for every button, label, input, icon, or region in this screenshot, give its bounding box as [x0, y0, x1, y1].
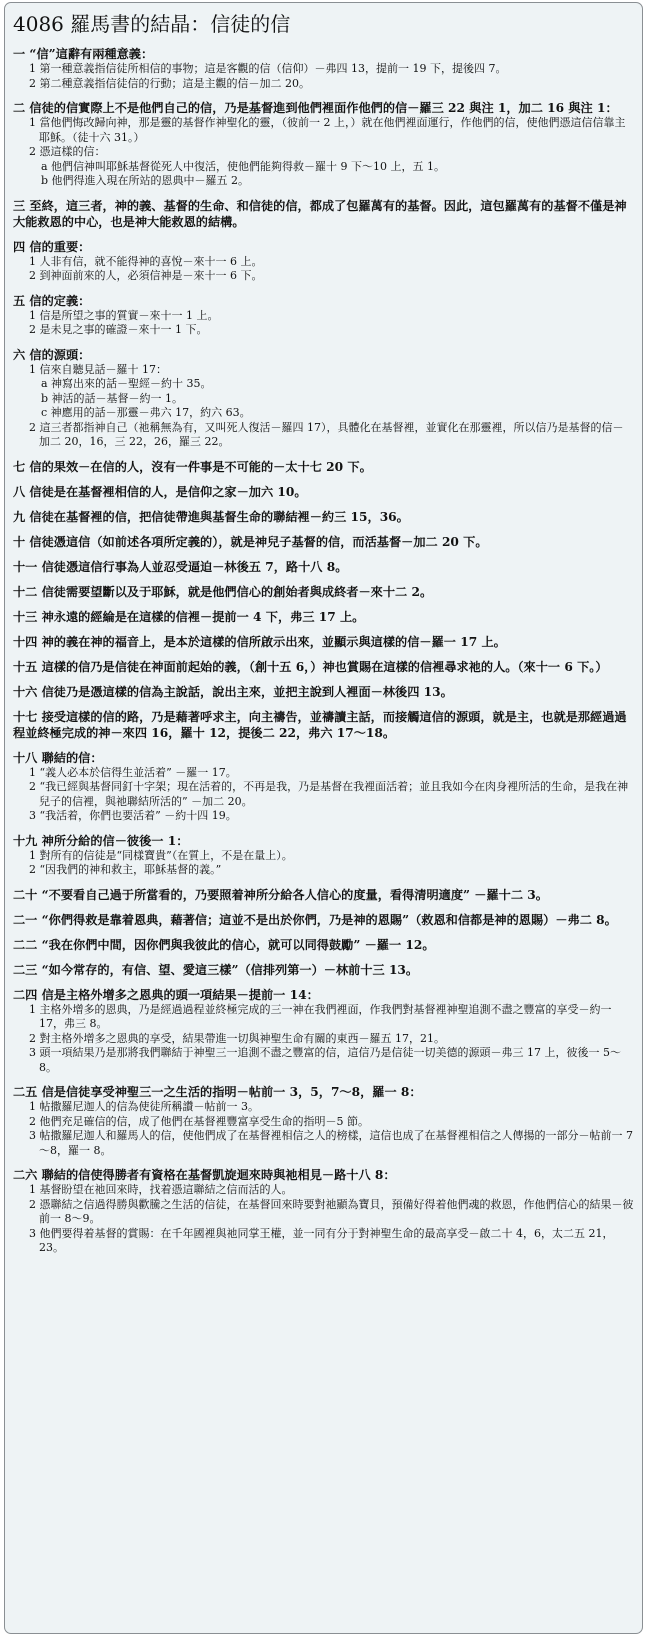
- section-heading: 十六 信徒乃是憑這樣的信為主說話，說出主來，並把主說到人裡面－林後四 13。: [13, 684, 453, 699]
- outline-section: [13, 634, 634, 650]
- point: 2 憑這樣的信：: [29, 145, 106, 158]
- point: 3 頭一項結果乃是那將我們聯結于神聖三一追測不盡之豐富的信，這信乃是信徒一切美德的源頭－弗三 17 上，彼後一 5～8。: [29, 1046, 621, 1074]
- point: 2 憑聯結之信過得勝與歡騰之生活的信徒，在基督回來時要對祂顯為寶貝，預備好得着他們魂的救恩，作他們信心的結果－彼前一 8～9。: [29, 1197, 634, 1225]
- outline-section: [13, 293, 634, 338]
- section-heading: 十二 信徒需要望斷以及于耶穌，就是他們信心的創始者與成終者－來十二 2。: [13, 584, 433, 599]
- outline-section: [13, 709, 634, 741]
- outline-section: [13, 833, 634, 878]
- section-heading: 二一 “你們得救是靠着恩典，藉著信；這並不是出於你們，乃是神的恩賜”（救恩和信都是神的恩賜）－弗二 8。: [13, 912, 617, 927]
- outline-section: [13, 584, 634, 600]
- section-heading: 八 信徒是在基督裡相信的人，是信仰之家－加六 10。: [13, 484, 307, 499]
- outline-section: [13, 609, 634, 625]
- section-heading: 三 至終，這三者，神的義、基督的生命、和信徒的信，都成了包羅萬有的基督。因此，這包羅萬有的基督不僅是神大能救恩的中心，也是神大能救恩的結構。: [13, 198, 627, 229]
- point: 2 是未見之事的確證－來十一 1 下。: [29, 323, 208, 336]
- section-heading: 二 信徒的信實際上不是他們自己的信，乃是基督進到他們裡面作他們的信－羅三 22 與注 1，加二 16 與注 1：: [13, 101, 618, 115]
- section-heading: 五 信的定義：: [13, 293, 91, 308]
- sub-point: a 他們信神叫耶穌基督從死人中復活，使他們能夠得救－羅十 9 下～10 上，五 1。: [41, 159, 446, 173]
- section-heading: 四 信的重要：: [13, 239, 91, 254]
- section-heading: 十九 神所分給的信－彼後一 1：: [13, 833, 189, 848]
- point: 3 “我活着，你們也要活着” －約十四 19。: [29, 809, 237, 822]
- outline-section: [13, 459, 634, 475]
- outline-section: [13, 347, 634, 450]
- point: 2 對主格外增多之恩典的享受，結果帶進一切與神聖生命有關的東西－羅五 17，21。: [29, 1031, 445, 1045]
- section-heading: 十三 神永遠的經綸是在這樣的信裡－提前一 4 下，弗三 17 上。: [13, 609, 365, 624]
- outline-section: [13, 912, 634, 928]
- point: 1 帖撒羅尼迦人的信為使徒所稱讚－帖前一 3。: [29, 1100, 259, 1113]
- section-heading: 十八 聯結的信：: [13, 750, 103, 765]
- sub-point: c 神應用的話－那靈－弗六 17，約六 63。: [41, 406, 251, 419]
- point: 2 “我已經與基督同釘十字架；現在活着的，不再是我，乃是基督在我裡面活着；並且我如今在肉身裡所活的生命，是我在神兒子的信裡，與祂聯結所活的” －加二 20。: [29, 780, 629, 808]
- point: 1 當他們悔改歸向神，那是靈的基督作神聖化的靈，（彼前一 2 上，）就在他們裡面運行，作他們的信，使他們憑這信信靠主耶穌。（徒十六 31。）: [29, 116, 626, 144]
- point: 2 到神面前來的人，必須信神是－來十一 6 下。: [29, 269, 263, 282]
- section-heading: 二六 聯結的信使得勝者有資格在基督凱旋迴來時與祂相見－路十八 8：: [13, 1168, 396, 1182]
- section-heading: 一 “信”這辭有兩種意義：: [13, 47, 154, 61]
- point: 2 這三者都指神自己（祂稱無為有，又叫死人復活－羅四 17），具體化在基督裡，並實化在那靈裡，所以信乃是基督的信－加二 20，16，三 22，26，羅三 22。: [29, 420, 624, 448]
- section-heading: 二十 “不要看自己過于所當看的，乃要照着神所分給各人信心的度量，看得清明適度” －羅十二 3。: [13, 887, 548, 902]
- outline-section: [13, 887, 634, 903]
- section-heading: 九 信徒在基督裡的信，把信徒帶進與基督生命的聯結裡－約三 15，36。: [13, 509, 409, 524]
- page-title: 4086 羅馬書的結晶：信徒的信: [13, 12, 291, 36]
- outline-body: [5, 46, 642, 1256]
- outline-section: [13, 1167, 634, 1256]
- section-heading: 二四 信是主格外增多之恩典的頭一項結果－提前一 14：: [13, 987, 319, 1002]
- point: 1 “義人必本於信得生並活着” －羅一 17。: [29, 765, 237, 779]
- point: 1 主格外增多的恩典，乃是經過過程並終極完成的三一神在我們裡面，作我們對基督裡神聖追測不盡之豐富的享受－約一 17，弗三 8。: [29, 1002, 612, 1030]
- outline-section: [13, 684, 634, 700]
- outline-section: [13, 484, 634, 500]
- section-heading: 二二 “我在你們中間，因你們與我彼此的信心，就可以同得鼓勵” －羅一 12。: [13, 937, 435, 952]
- section-heading: 二五 信是信徒享受神聖三一之生活的指明－帖前一 3，5，7～8，羅一 8：: [13, 1085, 422, 1099]
- point: 1 基督盼望在祂回來時，找着憑這聯結之信而活的人。: [29, 1183, 293, 1196]
- point: 2 第二種意義指信徒信的行動；這是主觀的信－加二 20。: [29, 76, 310, 90]
- point: 1 對所有的信徒是“同樣寶貴”（在質上，不是在量上）。: [29, 848, 293, 862]
- section-heading: 七 信的果效－在信的人，沒有一件事是不可能的－太十七 20 下。: [13, 459, 372, 474]
- outline-section: [13, 962, 634, 978]
- section-heading: 二三 “如今常存的，有信、望、愛這三樣”（信排列第一）－林前十三 13。: [13, 962, 419, 977]
- outline-section: [13, 509, 634, 525]
- section-heading: 十五 這樣的信乃是信徒在神面前起始的義，（創十五 6，）神也賞賜在這樣的信裡尋求祂的人。（來十一 6 下。）: [13, 659, 608, 674]
- sub-point: b 神活的話－基督－約一 1。: [41, 391, 184, 405]
- sub-point: b 他們得進入現在所站的恩典中－羅五 2。: [41, 174, 250, 187]
- outline-panel: [4, 2, 643, 1634]
- outline-section: [13, 559, 634, 575]
- point: 1 信來自聽見話－羅十 17：: [29, 362, 167, 376]
- outline-section: [13, 100, 634, 189]
- point: 1 人非有信，就不能得神的喜悅－來十一 6 上。: [29, 254, 263, 268]
- outline-section: [13, 239, 634, 284]
- section-heading: 十七 接受這樣的信的路，乃是藉著呼求主，向主禱告，並禱讀主話，而接觸這信的源頭，就是主，也就是那經過過程並終極完成的神－來四 16，羅十 12，提後二 22，弗六 17～18。: [13, 709, 627, 740]
- outline-section: [13, 46, 634, 91]
- outline-section: [13, 937, 634, 953]
- point: 2 “因我們的神和救主，耶穌基督的義。”: [29, 863, 222, 876]
- point: 1 信是所望之事的質實－來十一 1 上。: [29, 308, 219, 322]
- point: 3 帖撒羅尼迦人和羅馬人的信，使他們成了在基督裡相信之人的榜樣，這信也成了在基督裡相信之人傳揚的一部分－帖前一 7～8，羅一 8。: [29, 1129, 633, 1157]
- sub-point: a 神寫出來的話－聖經－約十 35。: [41, 377, 212, 390]
- point: 1 第一種意義指信徒所相信的事物；這是客觀的信（信仰）－弗四 13，提前一 19 下，提後四 7。: [29, 62, 507, 75]
- section-heading: 六 信的源頭：: [13, 347, 91, 362]
- section-heading: 十四 神的義在神的福音上，是本於這樣的信所啟示出來，並顯示與這樣的信－羅一 17 上。: [13, 634, 506, 649]
- point: 3 他們要得着基督的賞賜：在千年國裡與祂同掌王權，並一同有分于對神聖生命的最高享受－啟二十 4，6，太二五 21，23。: [29, 1226, 614, 1254]
- section-heading: 十 信徒憑這信（如前述各項所定義的），就是神兒子基督的信，而活基督－加二 20 下。: [13, 534, 488, 549]
- outline-section: [13, 198, 634, 230]
- outline-section: [13, 987, 634, 1076]
- outline-section: [13, 534, 634, 550]
- outline-section: [13, 750, 634, 824]
- section-heading: 十一 信徒憑這信行事為人並忍受逼迫－林後五 7，路十八 8。: [13, 559, 348, 574]
- outline-section: [13, 1084, 634, 1158]
- point: 2 他們充足確信的信，成了他們在基督裡豐富享受生命的指明－5 節。: [29, 1114, 369, 1128]
- outline-section: [13, 659, 634, 675]
